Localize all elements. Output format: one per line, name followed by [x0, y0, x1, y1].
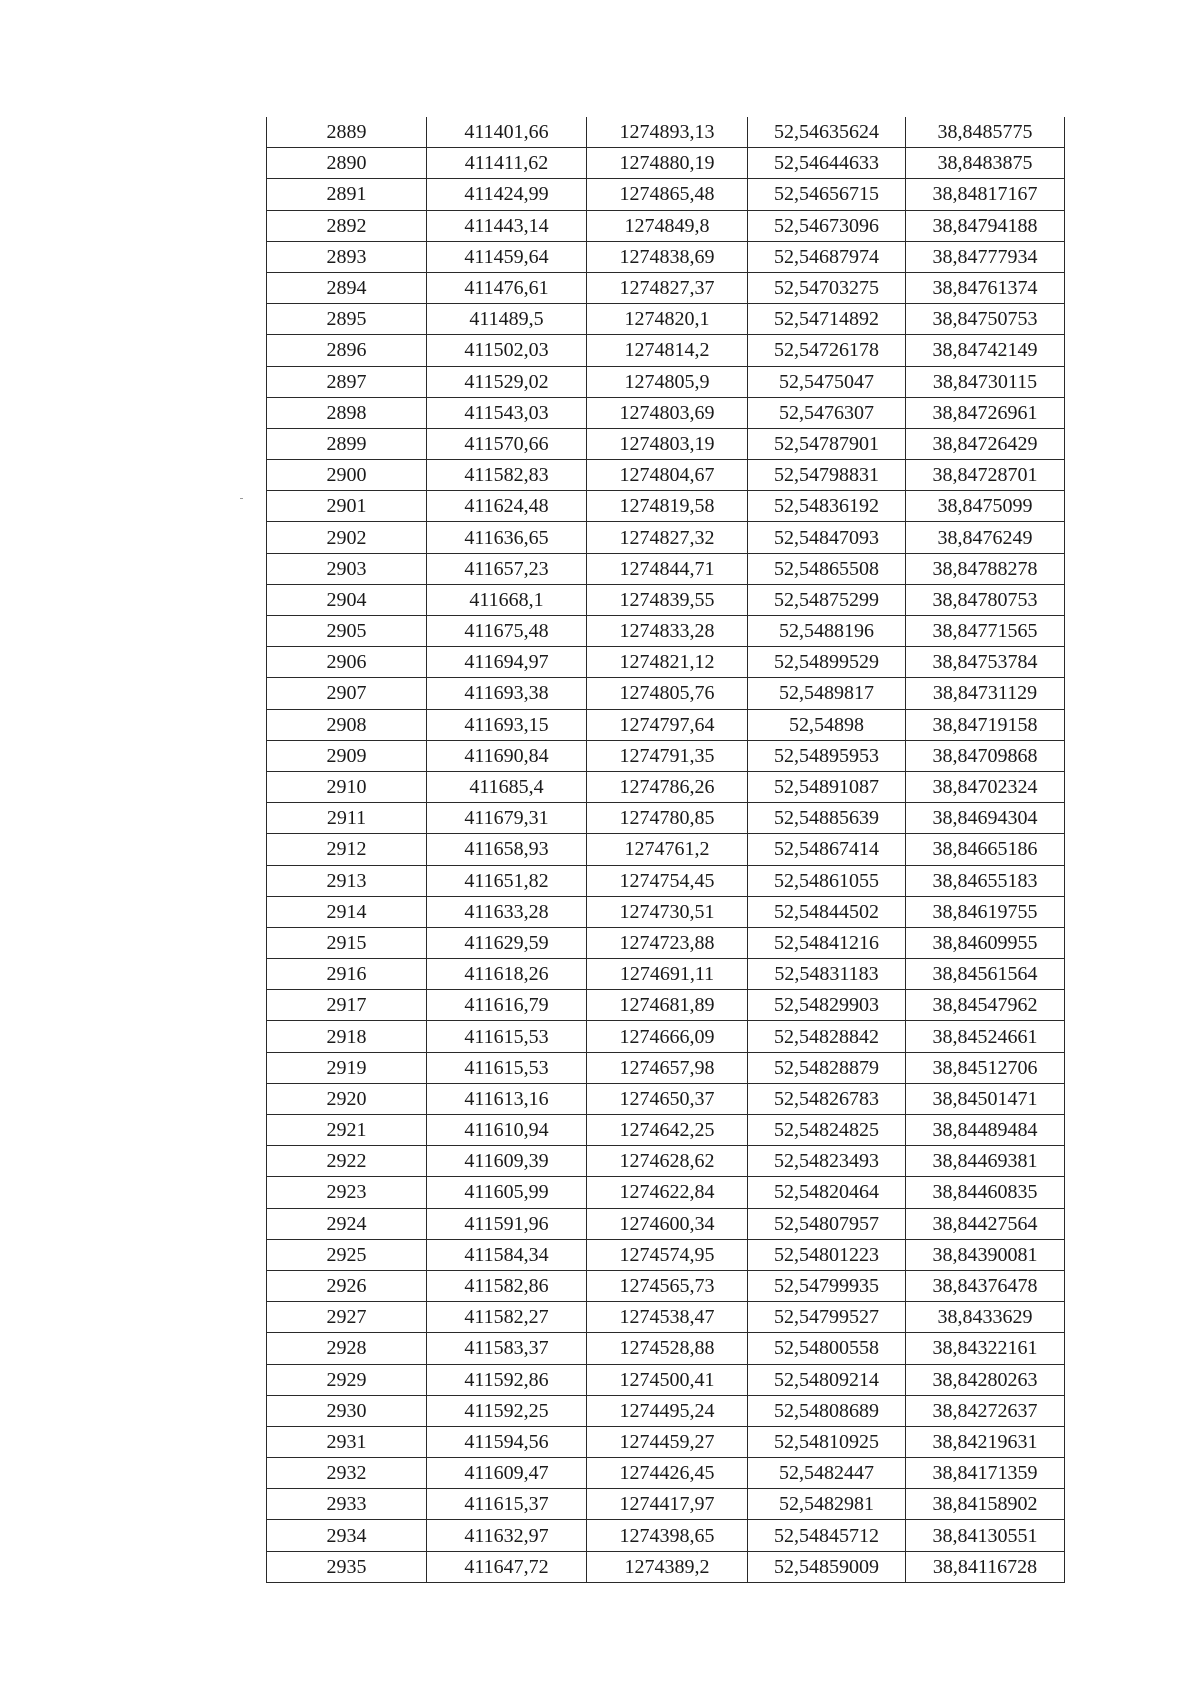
table-row: [267, 1426, 1065, 1457]
y-coordinate-cell: 1274528,88: [587, 1333, 748, 1364]
latitude-cell: 52,54847093: [748, 522, 906, 553]
table-row: [267, 1489, 1065, 1520]
y-coordinate-cell: 1274893,13: [587, 117, 748, 148]
longitude-cell: 38,84322161: [906, 1333, 1065, 1364]
point-number-cell: 2913: [267, 865, 427, 896]
x-coordinate-cell: 411632,97: [427, 1520, 587, 1551]
y-coordinate-cell: 1274565,73: [587, 1270, 748, 1301]
latitude-cell: 52,5476307: [748, 397, 906, 428]
point-number-cell: 2924: [267, 1208, 427, 1239]
point-number-cell: 2905: [267, 616, 427, 647]
x-coordinate-cell: 411609,39: [427, 1146, 587, 1177]
longitude-cell: 38,84280263: [906, 1364, 1065, 1395]
point-number-cell: 2920: [267, 1083, 427, 1114]
point-number-cell: 2932: [267, 1458, 427, 1489]
longitude-cell: 38,84655183: [906, 865, 1065, 896]
point-number-cell: 2919: [267, 1052, 427, 1083]
table-row: [267, 771, 1065, 802]
latitude-cell: 52,54865508: [748, 553, 906, 584]
x-coordinate-cell: 411679,31: [427, 803, 587, 834]
longitude-cell: 38,8476249: [906, 522, 1065, 553]
table-row: [267, 834, 1065, 865]
y-coordinate-cell: 1274827,32: [587, 522, 748, 553]
x-coordinate-cell: 411615,37: [427, 1489, 587, 1520]
longitude-cell: 38,84665186: [906, 834, 1065, 865]
longitude-cell: 38,84158902: [906, 1489, 1065, 1520]
table-row: [267, 647, 1065, 678]
table-row: [267, 1270, 1065, 1301]
latitude-cell: 52,54836192: [748, 491, 906, 522]
longitude-cell: 38,84376478: [906, 1270, 1065, 1301]
y-coordinate-cell: 1274730,51: [587, 896, 748, 927]
x-coordinate-cell: 411675,48: [427, 616, 587, 647]
latitude-cell: 52,54867414: [748, 834, 906, 865]
y-coordinate-cell: 1274786,26: [587, 771, 748, 802]
latitude-cell: 52,54644633: [748, 148, 906, 179]
table-row: [267, 1395, 1065, 1426]
latitude-cell: 52,54807957: [748, 1208, 906, 1239]
x-coordinate-cell: 411610,94: [427, 1115, 587, 1146]
longitude-cell: 38,84501471: [906, 1083, 1065, 1114]
point-number-cell: 2893: [267, 241, 427, 272]
point-number-cell: 2891: [267, 179, 427, 210]
latitude-cell: 52,54844502: [748, 896, 906, 927]
latitude-cell: 52,54787901: [748, 428, 906, 459]
y-coordinate-cell: 1274628,62: [587, 1146, 748, 1177]
x-coordinate-cell: 411459,64: [427, 241, 587, 272]
latitude-cell: 52,54824825: [748, 1115, 906, 1146]
table-row: [267, 522, 1065, 553]
point-number-cell: 2933: [267, 1489, 427, 1520]
latitude-cell: 52,54799527: [748, 1302, 906, 1333]
point-number-cell: 2889: [267, 117, 427, 148]
point-number-cell: 2890: [267, 148, 427, 179]
longitude-cell: 38,84780753: [906, 584, 1065, 615]
latitude-cell: 52,54829903: [748, 990, 906, 1021]
longitude-cell: 38,84272637: [906, 1395, 1065, 1426]
latitude-cell: 52,54861055: [748, 865, 906, 896]
table-row: [267, 366, 1065, 397]
point-number-cell: 2927: [267, 1302, 427, 1333]
latitude-cell: 52,54726178: [748, 335, 906, 366]
x-coordinate-cell: 411543,03: [427, 397, 587, 428]
point-number-cell: 2921: [267, 1115, 427, 1146]
point-number-cell: 2922: [267, 1146, 427, 1177]
point-number-cell: 2897: [267, 366, 427, 397]
longitude-cell: 38,84702324: [906, 771, 1065, 802]
latitude-cell: 52,54845712: [748, 1520, 906, 1551]
point-number-cell: 2900: [267, 460, 427, 491]
x-coordinate-cell: 411629,59: [427, 927, 587, 958]
longitude-cell: 38,84460835: [906, 1177, 1065, 1208]
y-coordinate-cell: 1274538,47: [587, 1302, 748, 1333]
longitude-cell: 38,84753784: [906, 647, 1065, 678]
latitude-cell: 52,54656715: [748, 179, 906, 210]
x-coordinate-cell: 411584,34: [427, 1239, 587, 1270]
latitude-cell: 52,54859009: [748, 1551, 906, 1582]
latitude-cell: 52,5475047: [748, 366, 906, 397]
y-coordinate-cell: 1274574,95: [587, 1239, 748, 1270]
latitude-cell: 52,5482981: [748, 1489, 906, 1520]
latitude-cell: 52,54687974: [748, 241, 906, 272]
y-coordinate-cell: 1274691,11: [587, 959, 748, 990]
x-coordinate-cell: 411616,79: [427, 990, 587, 1021]
latitude-cell: 52,54898: [748, 709, 906, 740]
x-coordinate-cell: 411613,16: [427, 1083, 587, 1114]
point-number-cell: 2911: [267, 803, 427, 834]
y-coordinate-cell: 1274657,98: [587, 1052, 748, 1083]
x-coordinate-cell: 411582,83: [427, 460, 587, 491]
latitude-cell: 52,54798831: [748, 460, 906, 491]
y-coordinate-cell: 1274865,48: [587, 179, 748, 210]
table-row: [267, 117, 1065, 148]
x-coordinate-cell: 411651,82: [427, 865, 587, 896]
x-coordinate-cell: 411633,28: [427, 896, 587, 927]
point-number-cell: 2928: [267, 1333, 427, 1364]
table-row: [267, 740, 1065, 771]
longitude-cell: 38,84777934: [906, 241, 1065, 272]
y-coordinate-cell: 1274821,12: [587, 647, 748, 678]
y-coordinate-cell: 1274622,84: [587, 1177, 748, 1208]
x-coordinate-cell: 411618,26: [427, 959, 587, 990]
x-coordinate-cell: 411591,96: [427, 1208, 587, 1239]
y-coordinate-cell: 1274426,45: [587, 1458, 748, 1489]
scan-speck: [240, 498, 243, 499]
table-row: [267, 335, 1065, 366]
y-coordinate-cell: 1274833,28: [587, 616, 748, 647]
y-coordinate-cell: 1274754,45: [587, 865, 748, 896]
longitude-cell: 38,84469381: [906, 1146, 1065, 1177]
table-row: [267, 1146, 1065, 1177]
point-number-cell: 2917: [267, 990, 427, 1021]
point-number-cell: 2909: [267, 740, 427, 771]
longitude-cell: 38,84726961: [906, 397, 1065, 428]
latitude-cell: 52,54801223: [748, 1239, 906, 1270]
latitude-cell: 52,54826783: [748, 1083, 906, 1114]
latitude-cell: 52,54828842: [748, 1021, 906, 1052]
y-coordinate-cell: 1274600,34: [587, 1208, 748, 1239]
x-coordinate-cell: 411411,62: [427, 148, 587, 179]
x-coordinate-cell: 411582,86: [427, 1270, 587, 1301]
x-coordinate-cell: 411592,86: [427, 1364, 587, 1395]
latitude-cell: 52,54891087: [748, 771, 906, 802]
table-row: [267, 460, 1065, 491]
table-row: [267, 896, 1065, 927]
y-coordinate-cell: 1274459,27: [587, 1426, 748, 1457]
point-number-cell: 2918: [267, 1021, 427, 1052]
latitude-cell: 52,54828879: [748, 1052, 906, 1083]
point-number-cell: 2915: [267, 927, 427, 958]
point-number-cell: 2907: [267, 678, 427, 709]
table-row: [267, 1177, 1065, 1208]
y-coordinate-cell: 1274805,76: [587, 678, 748, 709]
point-number-cell: 2901: [267, 491, 427, 522]
y-coordinate-cell: 1274650,37: [587, 1083, 748, 1114]
longitude-cell: 38,84731129: [906, 678, 1065, 709]
x-coordinate-cell: 411668,1: [427, 584, 587, 615]
latitude-cell: 52,54831183: [748, 959, 906, 990]
table-row: [267, 1115, 1065, 1146]
table-row: [267, 1551, 1065, 1582]
x-coordinate-cell: 411657,23: [427, 553, 587, 584]
y-coordinate-cell: 1274849,8: [587, 210, 748, 241]
y-coordinate-cell: 1274495,24: [587, 1395, 748, 1426]
longitude-cell: 38,84794188: [906, 210, 1065, 241]
latitude-cell: 52,54810925: [748, 1426, 906, 1457]
longitude-cell: 38,84742149: [906, 335, 1065, 366]
x-coordinate-cell: 411615,53: [427, 1021, 587, 1052]
longitude-cell: 38,84771565: [906, 616, 1065, 647]
y-coordinate-cell: 1274389,2: [587, 1551, 748, 1582]
x-coordinate-cell: 411570,66: [427, 428, 587, 459]
latitude-cell: 52,54703275: [748, 272, 906, 303]
point-number-cell: 2910: [267, 771, 427, 802]
latitude-cell: 52,5482447: [748, 1458, 906, 1489]
latitude-cell: 52,54799935: [748, 1270, 906, 1301]
latitude-cell: 52,54808689: [748, 1395, 906, 1426]
point-number-cell: 2923: [267, 1177, 427, 1208]
y-coordinate-cell: 1274723,88: [587, 927, 748, 958]
table-row: [267, 553, 1065, 584]
latitude-cell: 52,54809214: [748, 1364, 906, 1395]
longitude-cell: 38,84728701: [906, 460, 1065, 491]
x-coordinate-cell: 411658,93: [427, 834, 587, 865]
x-coordinate-cell: 411401,66: [427, 117, 587, 148]
point-number-cell: 2898: [267, 397, 427, 428]
y-coordinate-cell: 1274642,25: [587, 1115, 748, 1146]
x-coordinate-cell: 411685,4: [427, 771, 587, 802]
point-number-cell: 2895: [267, 304, 427, 335]
y-coordinate-cell: 1274797,64: [587, 709, 748, 740]
longitude-cell: 38,84730115: [906, 366, 1065, 397]
y-coordinate-cell: 1274839,55: [587, 584, 748, 615]
table-row: [267, 272, 1065, 303]
table-row: [267, 927, 1065, 958]
longitude-cell: 38,8433629: [906, 1302, 1065, 1333]
x-coordinate-cell: 411624,48: [427, 491, 587, 522]
x-coordinate-cell: 411693,15: [427, 709, 587, 740]
point-number-cell: 2896: [267, 335, 427, 366]
x-coordinate-cell: 411476,61: [427, 272, 587, 303]
table-row: [267, 990, 1065, 1021]
y-coordinate-cell: 1274804,67: [587, 460, 748, 491]
table-row: [267, 1364, 1065, 1395]
x-coordinate-cell: 411592,25: [427, 1395, 587, 1426]
point-number-cell: 2931: [267, 1426, 427, 1457]
longitude-cell: 38,8485775: [906, 117, 1065, 148]
x-coordinate-cell: 411636,65: [427, 522, 587, 553]
x-coordinate-cell: 411489,5: [427, 304, 587, 335]
table-row: [267, 148, 1065, 179]
longitude-cell: 38,84817167: [906, 179, 1065, 210]
latitude-cell: 52,54673096: [748, 210, 906, 241]
table-row: [267, 865, 1065, 896]
point-number-cell: 2926: [267, 1270, 427, 1301]
table-row: [267, 959, 1065, 990]
latitude-cell: 52,54875299: [748, 584, 906, 615]
y-coordinate-cell: 1274761,2: [587, 834, 748, 865]
y-coordinate-cell: 1274880,19: [587, 148, 748, 179]
table-row: [267, 241, 1065, 272]
longitude-cell: 38,84619755: [906, 896, 1065, 927]
x-coordinate-cell: 411605,99: [427, 1177, 587, 1208]
x-coordinate-cell: 411424,99: [427, 179, 587, 210]
point-number-cell: 2903: [267, 553, 427, 584]
x-coordinate-cell: 411694,97: [427, 647, 587, 678]
longitude-cell: 38,84219631: [906, 1426, 1065, 1457]
point-number-cell: 2908: [267, 709, 427, 740]
longitude-cell: 38,84171359: [906, 1458, 1065, 1489]
latitude-cell: 52,54714892: [748, 304, 906, 335]
table-row: [267, 397, 1065, 428]
y-coordinate-cell: 1274666,09: [587, 1021, 748, 1052]
latitude-cell: 52,54635624: [748, 117, 906, 148]
longitude-cell: 38,84390081: [906, 1239, 1065, 1270]
longitude-cell: 38,84130551: [906, 1520, 1065, 1551]
point-number-cell: 2935: [267, 1551, 427, 1582]
table-row: [267, 803, 1065, 834]
longitude-cell: 38,84694304: [906, 803, 1065, 834]
x-coordinate-cell: 411529,02: [427, 366, 587, 397]
y-coordinate-cell: 1274398,65: [587, 1520, 748, 1551]
table-row: [267, 616, 1065, 647]
x-coordinate-cell: 411594,56: [427, 1426, 587, 1457]
y-coordinate-cell: 1274681,89: [587, 990, 748, 1021]
longitude-cell: 38,84750753: [906, 304, 1065, 335]
point-number-cell: 2914: [267, 896, 427, 927]
longitude-cell: 38,84547962: [906, 990, 1065, 1021]
point-number-cell: 2929: [267, 1364, 427, 1395]
y-coordinate-cell: 1274500,41: [587, 1364, 748, 1395]
point-number-cell: 2930: [267, 1395, 427, 1426]
latitude-cell: 52,54885639: [748, 803, 906, 834]
longitude-cell: 38,84761374: [906, 272, 1065, 303]
y-coordinate-cell: 1274820,1: [587, 304, 748, 335]
table-row: [267, 1458, 1065, 1489]
longitude-cell: 38,84788278: [906, 553, 1065, 584]
table-row: [267, 179, 1065, 210]
y-coordinate-cell: 1274814,2: [587, 335, 748, 366]
point-number-cell: 2925: [267, 1239, 427, 1270]
point-number-cell: 2904: [267, 584, 427, 615]
x-coordinate-cell: 411609,47: [427, 1458, 587, 1489]
table-row: [267, 304, 1065, 335]
point-number-cell: 2892: [267, 210, 427, 241]
latitude-cell: 52,5489817: [748, 678, 906, 709]
table-row: [267, 584, 1065, 615]
table-row: [267, 1520, 1065, 1551]
table-row: [267, 1052, 1065, 1083]
point-number-cell: 2902: [267, 522, 427, 553]
x-coordinate-cell: 411690,84: [427, 740, 587, 771]
longitude-cell: 38,84427564: [906, 1208, 1065, 1239]
table-row: [267, 709, 1065, 740]
longitude-cell: 38,84524661: [906, 1021, 1065, 1052]
latitude-cell: 52,5488196: [748, 616, 906, 647]
y-coordinate-cell: 1274417,97: [587, 1489, 748, 1520]
point-number-cell: 2906: [267, 647, 427, 678]
longitude-cell: 38,84561564: [906, 959, 1065, 990]
y-coordinate-cell: 1274805,9: [587, 366, 748, 397]
y-coordinate-cell: 1274819,58: [587, 491, 748, 522]
point-number-cell: 2912: [267, 834, 427, 865]
longitude-cell: 38,84709868: [906, 740, 1065, 771]
x-coordinate-cell: 411502,03: [427, 335, 587, 366]
longitude-cell: 38,8483875: [906, 148, 1065, 179]
coordinates-table-body: [267, 117, 1065, 1582]
latitude-cell: 52,54823493: [748, 1146, 906, 1177]
latitude-cell: 52,54841216: [748, 927, 906, 958]
x-coordinate-cell: 411582,27: [427, 1302, 587, 1333]
latitude-cell: 52,54800558: [748, 1333, 906, 1364]
x-coordinate-cell: 411647,72: [427, 1551, 587, 1582]
longitude-cell: 38,84489484: [906, 1115, 1065, 1146]
point-number-cell: 2894: [267, 272, 427, 303]
table-row: [267, 210, 1065, 241]
table-row: [267, 678, 1065, 709]
table-row: [267, 1239, 1065, 1270]
coordinates-table: [266, 117, 1065, 1583]
y-coordinate-cell: 1274838,69: [587, 241, 748, 272]
y-coordinate-cell: 1274803,69: [587, 397, 748, 428]
y-coordinate-cell: 1274780,85: [587, 803, 748, 834]
latitude-cell: 52,54895953: [748, 740, 906, 771]
table-row: [267, 1302, 1065, 1333]
latitude-cell: 52,54820464: [748, 1177, 906, 1208]
x-coordinate-cell: 411615,53: [427, 1052, 587, 1083]
x-coordinate-cell: 411583,37: [427, 1333, 587, 1364]
y-coordinate-cell: 1274827,37: [587, 272, 748, 303]
y-coordinate-cell: 1274844,71: [587, 553, 748, 584]
point-number-cell: 2916: [267, 959, 427, 990]
x-coordinate-cell: 411443,14: [427, 210, 587, 241]
x-coordinate-cell: 411693,38: [427, 678, 587, 709]
table-row: [267, 1208, 1065, 1239]
table-row: [267, 1333, 1065, 1364]
longitude-cell: 38,84116728: [906, 1551, 1065, 1582]
longitude-cell: 38,84609955: [906, 927, 1065, 958]
longitude-cell: 38,84726429: [906, 428, 1065, 459]
latitude-cell: 52,54899529: [748, 647, 906, 678]
point-number-cell: 2934: [267, 1520, 427, 1551]
table-row: [267, 1083, 1065, 1114]
longitude-cell: 38,8475099: [906, 491, 1065, 522]
point-number-cell: 2899: [267, 428, 427, 459]
table-row: [267, 491, 1065, 522]
table-row: [267, 1021, 1065, 1052]
y-coordinate-cell: 1274791,35: [587, 740, 748, 771]
longitude-cell: 38,84512706: [906, 1052, 1065, 1083]
y-coordinate-cell: 1274803,19: [587, 428, 748, 459]
longitude-cell: 38,84719158: [906, 709, 1065, 740]
table-row: [267, 428, 1065, 459]
